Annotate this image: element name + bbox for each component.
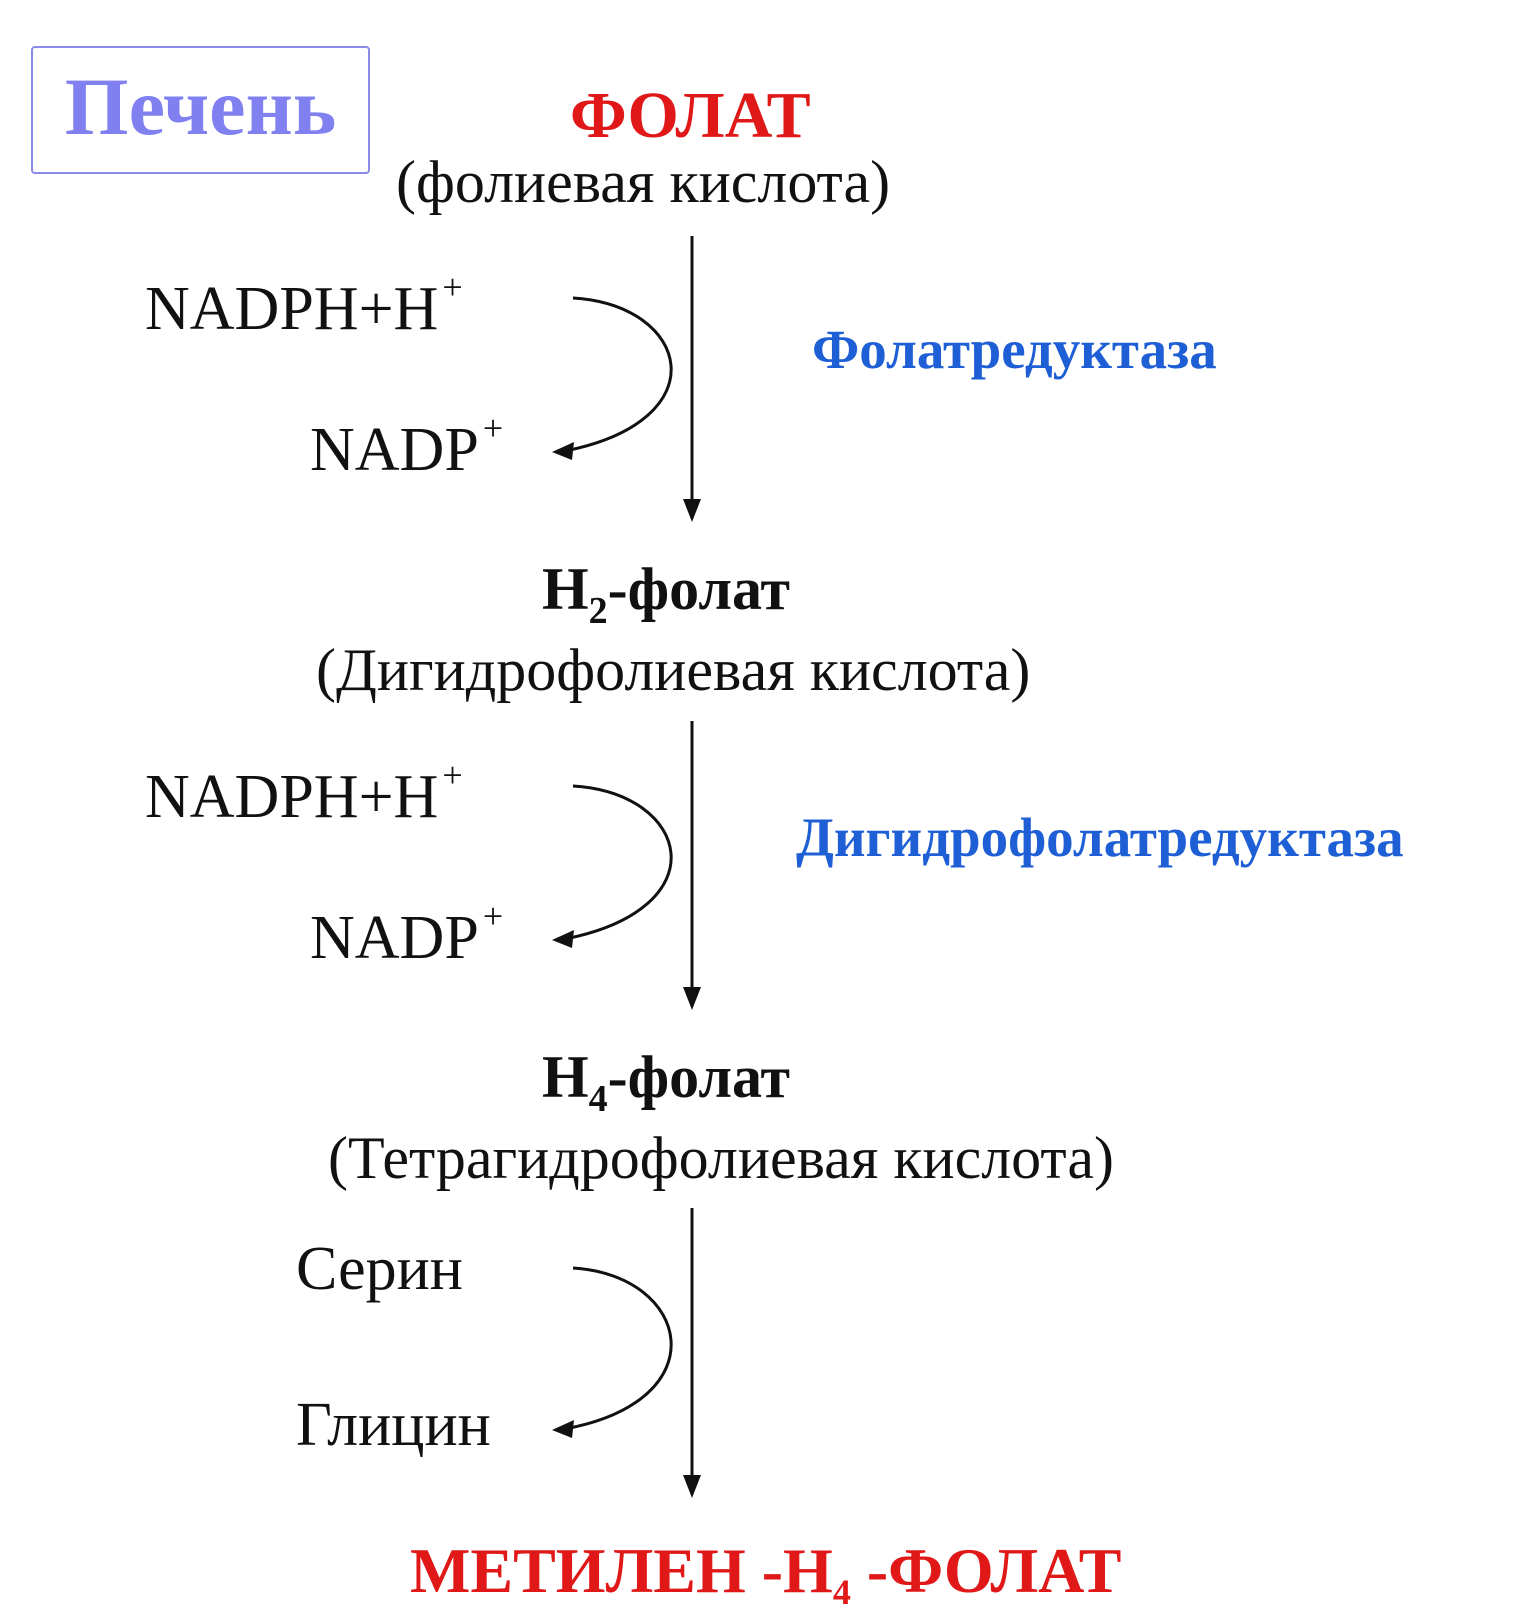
h2-folate-suffix: -фолат xyxy=(607,556,790,622)
h2-folate-subscript: 2 xyxy=(588,590,608,632)
step1-cofactor-out-charge: + xyxy=(482,408,504,448)
step1-main-arrowhead xyxy=(683,499,701,522)
step2-main-arrowhead xyxy=(683,987,701,1010)
h4-folate-suffix: -фолат xyxy=(607,1044,790,1110)
step1-cofactor-curve xyxy=(565,298,671,451)
h4-folate-description: (Тетрагидрофолиевая кислота) xyxy=(328,1125,1114,1191)
product-suffix: -ФОЛАТ xyxy=(850,1535,1122,1606)
folate-description: (фолиевая кислота) xyxy=(396,149,891,215)
h4-folate-prefix: H xyxy=(542,1044,589,1110)
step1-cofactor-in-charge: + xyxy=(442,267,463,307)
step1-cofactor-in-text: NADPH+H xyxy=(145,275,439,343)
step3-cofactor-curve xyxy=(565,1268,671,1429)
h2-folate-prefix: H xyxy=(542,556,589,622)
h4-folate-subscript: 4 xyxy=(588,1078,608,1120)
h2-folate-description: (Дигидрофолиевая кислота) xyxy=(316,637,1031,703)
product-prefix: МЕТИЛЕН -Н xyxy=(410,1535,833,1606)
step1-cofactor-out-text: NADP xyxy=(310,416,479,484)
step2-curve-arrowhead xyxy=(552,930,574,948)
step3-main-arrowhead xyxy=(683,1475,701,1498)
step2-cofactor-out-text: NADP xyxy=(310,904,479,972)
organ-label: Печень xyxy=(64,61,337,152)
enzyme-dihydrofolate-reductase: Дигидрофолатредуктаза xyxy=(796,807,1404,868)
step3-glycine: Глицин xyxy=(296,1391,491,1459)
enzyme-folate-reductase: Фолатредуктаза xyxy=(812,319,1217,380)
step1-curve-arrowhead xyxy=(552,442,574,460)
step3-serine: Серин xyxy=(296,1235,463,1303)
step2-cofactor-out-charge: + xyxy=(482,896,504,936)
step3-curve-arrowhead xyxy=(552,1420,574,1438)
step2-cofactor-curve xyxy=(565,786,671,939)
step2-cofactor-in-charge: + xyxy=(442,755,463,795)
product-subscript: 4 xyxy=(832,1572,851,1612)
folate-title: ФОЛАТ xyxy=(570,79,811,152)
step2-cofactor-in-text: NADPH+H xyxy=(145,763,439,831)
